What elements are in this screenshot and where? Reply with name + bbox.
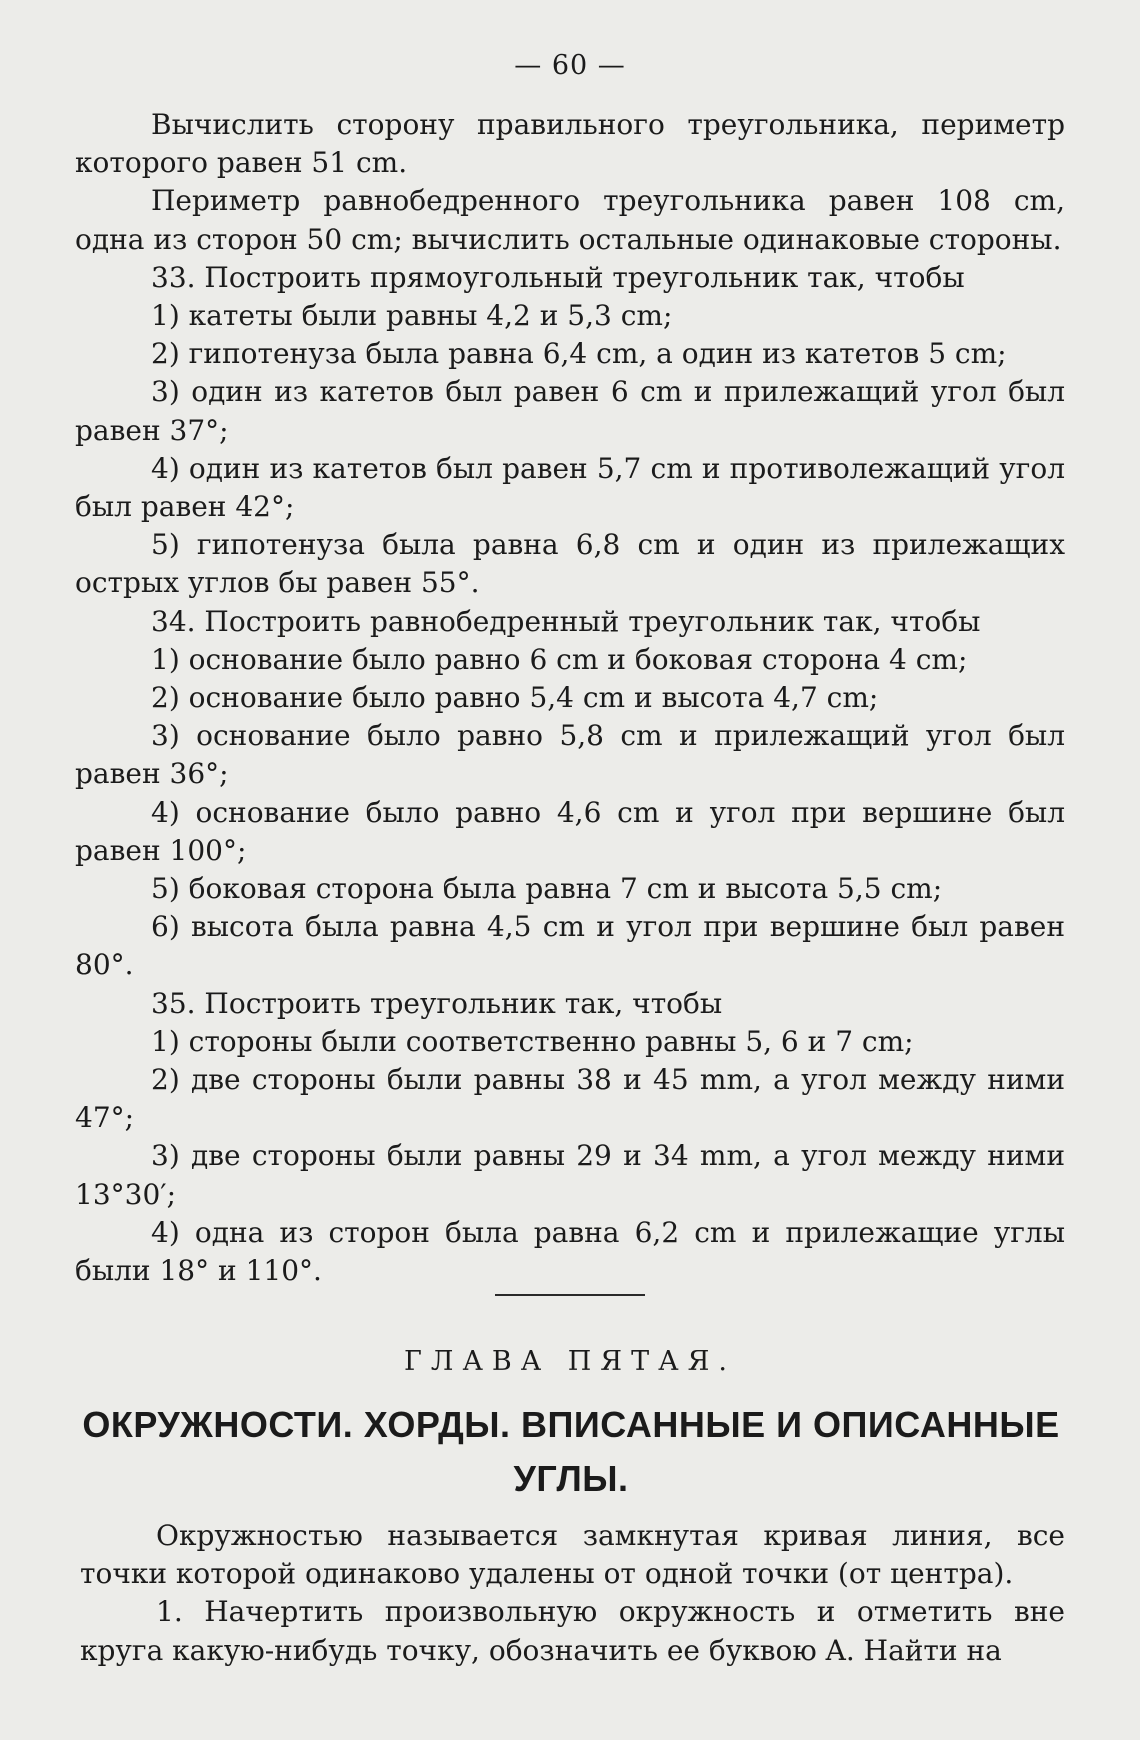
paragraph: 1. Начертить произвольную окружность и отметить вне круга какую-нибудь точку, обозначить ее буквою A. Найти на — [80, 1595, 1065, 1667]
exercise-text — [75, 106, 1065, 1290]
list-item: 4) основание было равно 4,6 cm и угол при вершине был равен 100°; — [75, 795, 1065, 867]
list-item: 1) стороны были соответственно равны 5, 6 и 7 cm; — [151, 1024, 914, 1058]
page-number: — 60 — — [514, 50, 626, 81]
list-item: 3) основание было равно 5,8 cm и прилежащий угол был равен 36°; — [75, 719, 1065, 791]
paragraph: Вычислить сторону правильного треугольника, периметр которого равен 51 cm. — [75, 108, 1065, 180]
list-item: 2) две стороны были равны 38 и 45 mm, а угол между ними 47°; — [75, 1063, 1065, 1135]
exercise-heading-33: 33. Построить прямоугольный треугольник так, чтобы — [151, 260, 965, 294]
chapter-intro — [80, 1517, 1065, 1670]
list-item: 4) одна из сторон была равна 6,2 cm и прилежащие углы были 18° и 110°. — [75, 1215, 1065, 1288]
list-item: 3) две стороны были равны 29 и 34 mm, а угол между ними 13°30′; — [75, 1139, 1065, 1211]
list-item: 3) один из катетов был равен 6 cm и прилежащий угол был равен 37°; — [75, 375, 1065, 447]
paragraph: Периметр равнобедренного треугольника равен 108 cm, одна из сторон 50 cm; вычислить остальные одинаковые стороны. — [75, 184, 1065, 256]
paragraph: Окружностью называется замкнутая кривая линия, все точки которой одинаково удалены от одной точки (от центра). — [80, 1519, 1065, 1591]
chapter-title: ОКРУЖНОСТИ. ХОРДЫ. ВПИСАННЫЕ И ОПИСАННЫЕ УГЛЫ. — [82, 1404, 1060, 1499]
list-item: 6) высота была равна 4,5 cm и угол при вершине был равен 80°. — [75, 910, 1065, 982]
list-item: 5) боковая сторона была равна 7 cm и высота 5,5 cm; — [151, 872, 943, 906]
list-item: 5) гипотенуза была равна 6,8 cm и один из прилежащих острых углов бы равен 55°. — [75, 528, 1065, 600]
list-item: 1) катеты были равны 4,2 и 5,3 cm; — [151, 299, 673, 333]
list-item: 4) один из катетов был равен 5,7 cm и противолежащий угол был равен 42°; — [75, 451, 1065, 524]
exercise-heading-35: 35. Построить треугольник так, чтобы — [151, 986, 723, 1020]
list-item: 2) основание было равно 5,4 cm и высота 4,7 cm; — [151, 681, 879, 715]
exercise-heading-34: 34. Построить равнобедренный треугольник так, чтобы — [151, 604, 981, 638]
list-item: 2) гипотенуза была равна 6,4 cm, а один из катетов 5 cm; — [151, 337, 1007, 371]
chapter-label: ГЛАВА ПЯТАЯ. — [404, 1346, 736, 1377]
list-item: 1) основание было равно 6 cm и боковая сторона 4 cm; — [151, 642, 968, 676]
section-divider — [495, 1294, 645, 1296]
